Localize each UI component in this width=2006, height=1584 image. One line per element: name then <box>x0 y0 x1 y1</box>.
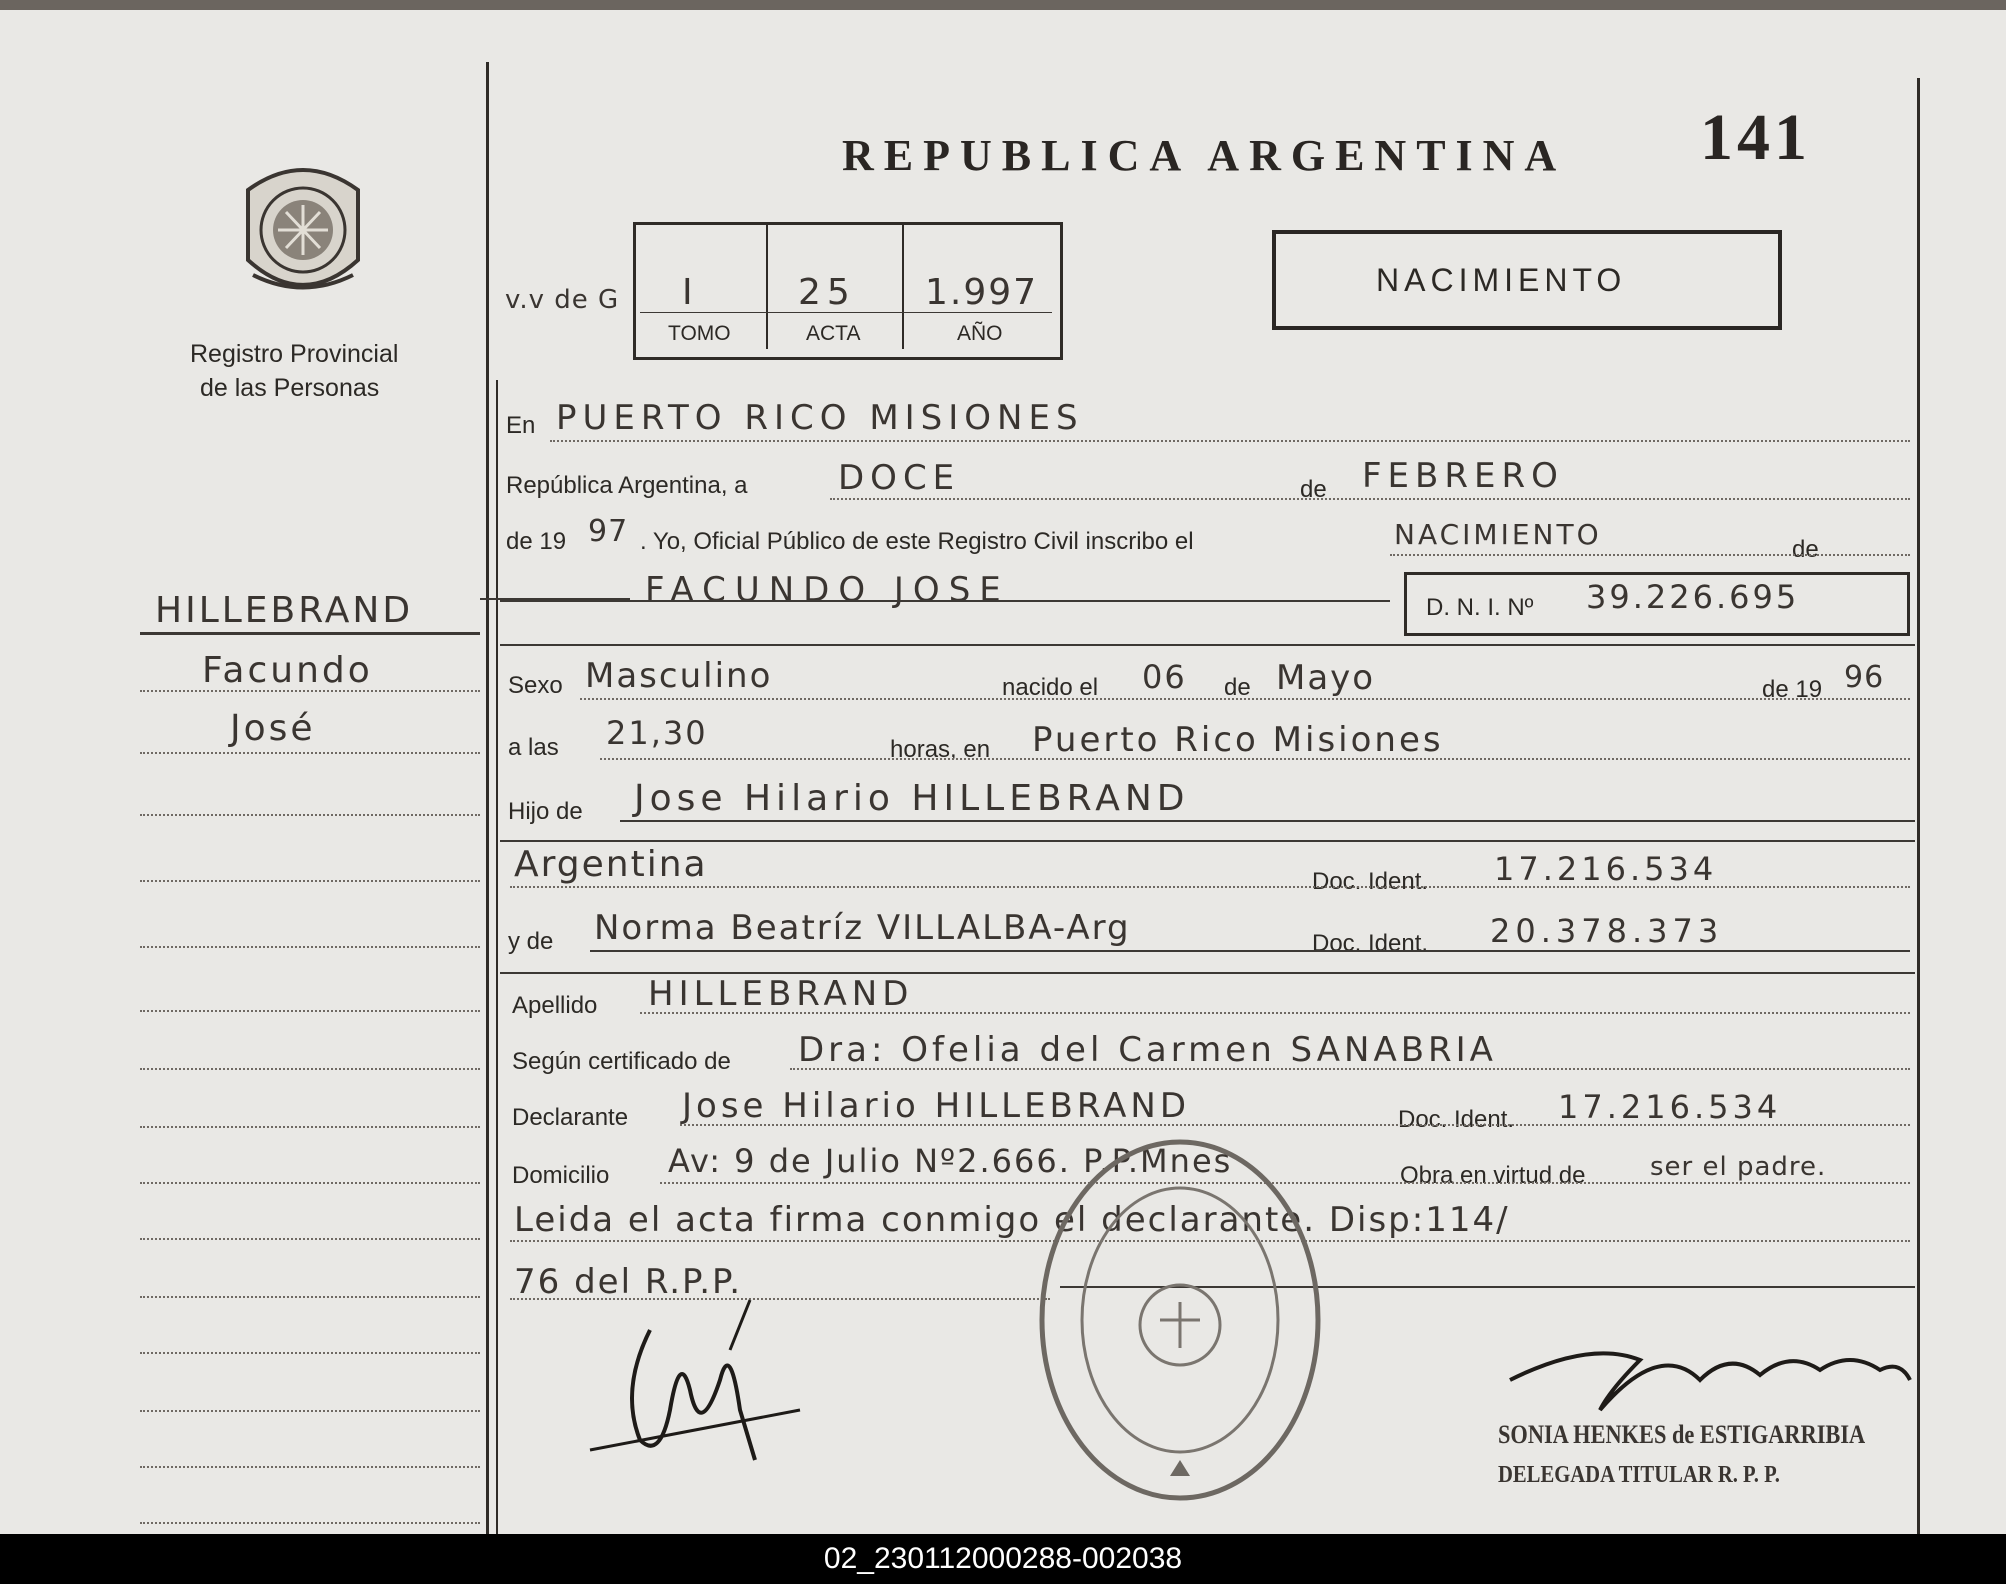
tomo-value: I <box>682 272 699 313</box>
folio-number: 141 <box>1700 101 1811 174</box>
declarante-doc: 17.216.534 <box>1558 1088 1782 1126</box>
margin-name-1: Facundo <box>202 650 373 691</box>
margin-surname: HILLEBRAND <box>155 590 414 631</box>
place-value: PUERTO RICO MISIONES <box>556 398 1084 438</box>
note-line-2: 76 del R.P.P. <box>514 1262 743 1302</box>
de-label-2: de <box>1792 536 1819 563</box>
mother-line <box>590 950 1910 952</box>
domicilio-label: Domicilio <box>512 1162 610 1189</box>
anio-value: 1.997 <box>925 272 1039 313</box>
register-box-divider <box>766 225 768 349</box>
apellido-line <box>640 1012 1910 1014</box>
margin-line <box>140 752 480 754</box>
dni-value: 39.226.695 <box>1586 578 1800 616</box>
registry-name-line2: de las Personas <box>200 374 380 402</box>
en-label: En <box>506 412 536 439</box>
certificate-line <box>790 1068 1910 1070</box>
horas-label: horas, en <box>890 736 991 763</box>
margin-surname-underline <box>140 632 480 635</box>
birth-line <box>580 698 1910 700</box>
note-line-1: Leida el acta firma conmigo el declarante. Disp:114/ <box>514 1200 1510 1240</box>
republica-label: República Argentina, a <box>506 472 748 499</box>
father-doc-label: Doc. Ident. <box>1312 868 1429 895</box>
margin-line <box>140 1296 480 1298</box>
margin-line <box>140 1010 480 1012</box>
apellido-value: HILLEBRAND <box>648 974 914 1014</box>
row-divider <box>500 840 1915 842</box>
margin-line <box>140 1522 480 1524</box>
birth-year-prefix: de 19 <box>1762 676 1823 703</box>
obra-value: ser el padre. <box>1650 1152 1827 1182</box>
alas-label: a las <box>508 734 559 761</box>
year-suffix: 97 <box>588 514 629 549</box>
hijo-label: Hijo de <box>508 798 583 825</box>
anio-label: AÑO <box>957 322 1003 345</box>
birth-month: Mayo <box>1276 658 1376 698</box>
declarante-line <box>680 1124 1910 1126</box>
apellido-label: Apellido <box>512 992 598 1019</box>
father-nationality: Argentina <box>514 844 708 885</box>
birth-place: Puerto Rico Misiones <box>1032 720 1444 760</box>
segun-label: Según certificado de <box>512 1048 731 1075</box>
margin-line <box>140 1466 480 1468</box>
pre-note: v.v de G <box>505 285 620 315</box>
mother-name: Norma Beatríz VILLALBA-Arg <box>594 908 1131 948</box>
birth-day: 06 <box>1142 658 1187 696</box>
acta-label: ACTA <box>806 322 861 345</box>
de-label: de <box>1300 476 1327 503</box>
margin-line <box>140 880 480 882</box>
declarante-name: Jose Hilario HILLEBRAND <box>682 1086 1191 1126</box>
dni-label: D. N. I. Nº <box>1426 594 1534 621</box>
margin-line <box>140 1352 480 1354</box>
father-doc: 17.216.534 <box>1494 850 1718 888</box>
place-line <box>550 440 1910 442</box>
mother-doc-label: Doc. Ident. <box>1312 930 1429 957</box>
yde-label: y de <box>508 928 554 955</box>
nacido-label: nacido el <box>1002 674 1099 701</box>
declarante-doc-label: Doc. Ident. <box>1398 1106 1515 1133</box>
date-line <box>830 498 1910 500</box>
day-word: DOCE <box>838 458 961 498</box>
month-word: FEBRERO <box>1362 456 1564 496</box>
margin-line <box>140 814 480 816</box>
father-name: Jose Hilario HILLEBRAND <box>634 778 1190 819</box>
birth-hour: 21,30 <box>606 714 708 752</box>
obra-label: Obra en virtud de <box>1400 1162 1586 1189</box>
register-box-divider <box>902 225 904 349</box>
mother-doc: 20.378.373 <box>1490 912 1724 950</box>
province-seal-icon <box>228 150 378 310</box>
left-column-border <box>486 62 489 1534</box>
registry-name-line1: Registro Provincial <box>190 340 399 368</box>
registry-stamp-icon <box>1030 1130 1330 1510</box>
sexo-label: Sexo <box>508 672 563 699</box>
act-type-value: NACIMIENTO <box>1394 518 1602 551</box>
declarante-label: Declarante <box>512 1104 629 1131</box>
tomo-label: TOMO <box>668 322 731 345</box>
official-title: DELEGADA TITULAR R. P. P. <box>1498 1462 1780 1488</box>
act-type-line <box>1390 554 1910 556</box>
father-line <box>620 820 1915 822</box>
registration-text: . Yo, Oficial Público de este Registro Civil inscribo el <box>640 528 1194 555</box>
official-signature-icon <box>1500 1320 1920 1430</box>
image-caption: 02_230112000288-002038 <box>0 1534 2006 1584</box>
country-title: REPUBLICA ARGENTINA <box>842 131 1567 180</box>
margin-line <box>140 1126 480 1128</box>
certificate-value: Dra: Ofelia del Carmen SANABRIA <box>798 1030 1497 1070</box>
margin-line <box>140 1238 480 1240</box>
act-type-label: NACIMIENTO <box>1376 262 1627 298</box>
year-prefix-label: de 19 <box>506 528 567 555</box>
declarant-signature-icon <box>580 1290 840 1490</box>
acta-value: 25 <box>798 272 856 313</box>
official-name: SONIA HENKES de ESTIGARRIBIA <box>1498 1420 1866 1449</box>
form-left-border <box>496 380 498 1534</box>
margin-line <box>140 1182 480 1184</box>
margin-line <box>140 946 480 948</box>
sexo-value: Masculino <box>585 656 773 696</box>
birth-year-suffix: 96 <box>1844 660 1885 695</box>
de-label-3: de <box>1224 674 1251 701</box>
hour-line <box>600 758 1910 760</box>
margin-line <box>140 690 480 692</box>
father-doc-line <box>510 886 1910 888</box>
child-names: FACUNDO JOSE <box>645 570 1010 610</box>
form-right-border <box>1917 78 1920 1534</box>
margin-line <box>140 1068 480 1070</box>
domicilio-value: Av: 9 de Julio Nº2.666. P.P.Mnes <box>668 1142 1233 1180</box>
child-names-line <box>500 600 1390 602</box>
row-divider <box>500 644 1915 646</box>
margin-name-2: José <box>230 708 316 749</box>
margin-line <box>140 1410 480 1412</box>
